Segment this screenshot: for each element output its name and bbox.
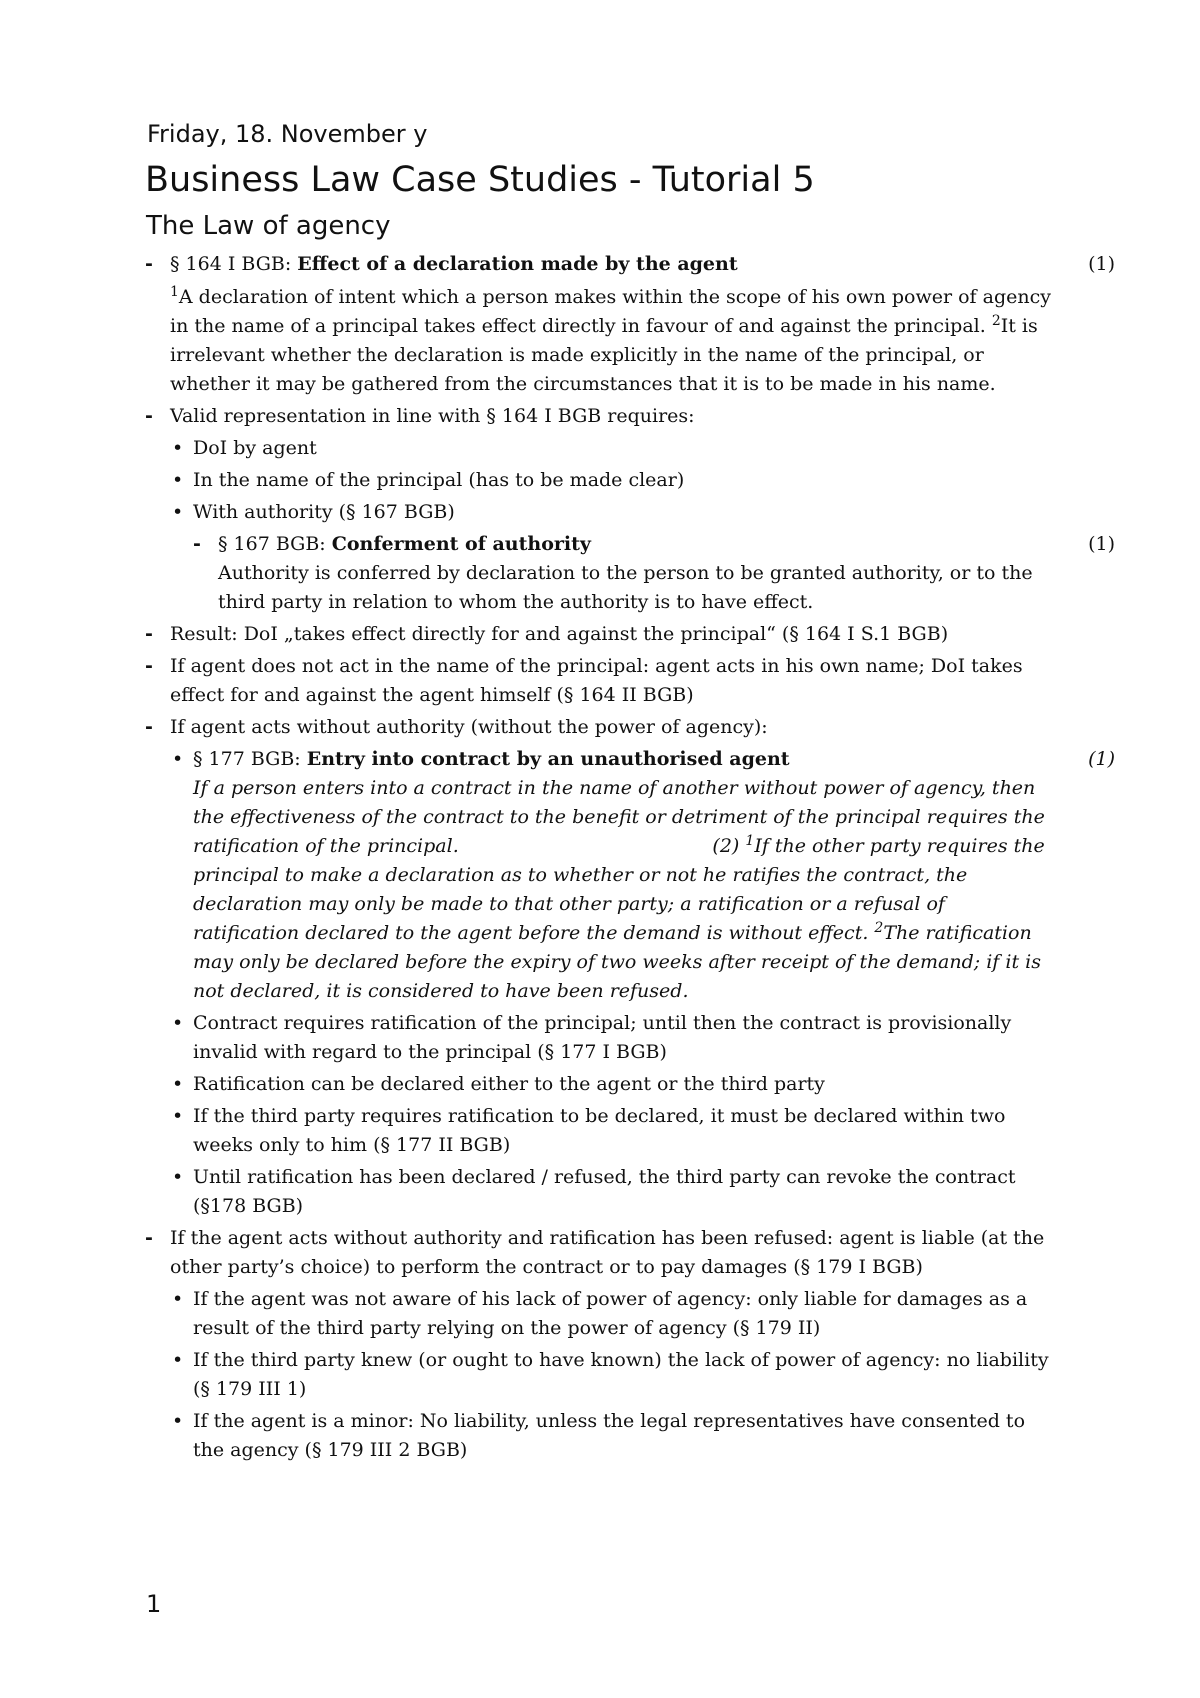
list-item bbox=[0, 1346, 1055, 1404]
sentence-number: 2 bbox=[991, 313, 1001, 329]
list-item-liability bbox=[0, 1224, 1055, 1282]
list-item-text: DoI by agent bbox=[193, 437, 317, 459]
list-item-text: Result: DoI „takes effect directly for and against the principal“ (§ 164 I S.1 BGB) bbox=[170, 623, 949, 645]
list-item-text: Contract requires ratification of the principal; until then the contract is provisionally invalid with regard to the principal (§ 177 I BGB) bbox=[193, 1012, 1012, 1063]
bullet-icon: • bbox=[172, 1012, 184, 1034]
bullet-icon: • bbox=[172, 1105, 184, 1127]
list-item-text: Ratification can be declared either to the agent or the third party bbox=[193, 1073, 825, 1095]
s177-paragraph-number-1: (1) bbox=[1088, 748, 1115, 770]
dash-bullet-icon: - bbox=[145, 405, 153, 427]
list-item-text: If the third party knew (or ought to have known) the lack of power of agency: no liability (§ 179 III 1) bbox=[193, 1349, 1049, 1400]
list-item-text: If the agent was not aware of his lack of power of agency: only liable for damages as a result of the third party relying on the power of agency (§ 179 II) bbox=[193, 1288, 1028, 1339]
list-item-text: If the third party requires ratification to be declared, it must be declared within two weeks only to him (§ 177 II BGB) bbox=[193, 1105, 1006, 1156]
s167-paragraph-number: (1) bbox=[1088, 533, 1115, 555]
list-item-text: In the name of the principal (has to be made clear) bbox=[193, 469, 685, 491]
dash-bullet-icon: - bbox=[145, 623, 153, 645]
document-body bbox=[0, 250, 1200, 1465]
list-item-own-name bbox=[0, 652, 1055, 710]
bullet-icon: • bbox=[172, 437, 184, 459]
document-title: Business Law Case Studies - Tutorial 5 bbox=[145, 160, 815, 200]
list-item-text: If the agent is a minor: No liability, unless the legal representatives have consented to the agency (§ 179 III 2 BGB) bbox=[193, 1410, 1026, 1461]
s177-heading: Entry into contract by an unauthorised agent bbox=[306, 748, 790, 770]
list-item bbox=[0, 1009, 1055, 1067]
s177-ref: § 177 BGB: bbox=[193, 748, 301, 770]
list-item-s167 bbox=[0, 530, 1115, 559]
list-item bbox=[0, 1285, 1055, 1343]
list-item-result bbox=[0, 620, 1055, 649]
bullet-icon: • bbox=[172, 1349, 184, 1371]
bullet-icon: • bbox=[172, 469, 184, 491]
bullet-icon: • bbox=[172, 1410, 184, 1432]
bullet-icon: • bbox=[172, 1166, 184, 1188]
sentence-number: 1 bbox=[745, 833, 755, 849]
dash-bullet-icon: - bbox=[145, 716, 153, 738]
s177-paragraph-2-sentence-1: If the other party requires the principal to make a declaration as to whether or not he ratifies the contract, the declaration may only be made to that other party; a ratification or a refusal of ratification declared to the agent before the demand is without effect. bbox=[193, 835, 1045, 944]
list-item-text: Until ratification has been declared / refused, the third party can revoke the contract (§178 BGB) bbox=[193, 1166, 1016, 1217]
bullet-icon: • bbox=[172, 748, 184, 770]
list-item-without-authority bbox=[0, 713, 1055, 742]
dash-bullet-icon: - bbox=[145, 1227, 153, 1249]
bullet-icon: • bbox=[172, 1288, 184, 1310]
list-item bbox=[0, 498, 1055, 527]
list-item bbox=[0, 1163, 1055, 1221]
dash-bullet-icon: - bbox=[145, 253, 153, 275]
s177-paragraph-number-2: (2) bbox=[712, 835, 740, 857]
s164-statute-text bbox=[0, 283, 1055, 399]
s164-sentence-1: A declaration of intent which a person makes within the scope of his own power of agency in the name of a principal takes effect directly in favour of and against the principal. bbox=[170, 286, 1051, 337]
s164-sentence-2: It is irrelevant whether the declaration is made explicitly in the name of the principal, or whether it may be gathered from the circumstances that it is to be made in his name. bbox=[170, 315, 1038, 395]
bullet-icon: • bbox=[172, 501, 184, 523]
list-item-s177 bbox=[0, 745, 1115, 774]
list-item bbox=[0, 466, 1055, 495]
requirements-intro: Valid representation in line with § 164 I BGB requires: bbox=[170, 405, 695, 427]
s167-ref: § 167 BGB: bbox=[218, 533, 326, 555]
s164-heading: Effect of a declaration made by the agent bbox=[297, 253, 738, 275]
dash-bullet-icon: - bbox=[145, 655, 153, 677]
sentence-number: 2 bbox=[874, 920, 884, 936]
s177-statute-text bbox=[0, 774, 1055, 1006]
sentence-number: 1 bbox=[170, 284, 179, 300]
document-date: Friday, 18. November y bbox=[147, 120, 428, 148]
list-item bbox=[0, 1070, 1055, 1099]
list-item-text: If agent does not act in the name of the principal: agent acts in his own name; DoI takes effect for and against the agent himself (§ 164 II BGB) bbox=[170, 655, 1023, 706]
list-item-text: If agent acts without authority (without the power of agency): bbox=[170, 716, 768, 738]
list-item bbox=[0, 434, 1055, 463]
s177-paragraph-1: If a person enters into a contract in the name of another without power of agency, then the effectiveness of the contract to the benefit or detriment of the principal requires the ratification of the principal. bbox=[193, 777, 1045, 857]
s177-paragraph-2-sentence-2: The ratification may only be declared before the expiry of two weeks after receipt of the demand; if it is not declared, it is considered to have been refused. bbox=[193, 922, 1041, 1002]
dash-bullet-icon: - bbox=[193, 533, 201, 555]
s164-paragraph-number: (1) bbox=[1088, 253, 1115, 275]
list-item-requirements bbox=[0, 402, 1055, 431]
s164-ref: § 164 I BGB: bbox=[170, 253, 292, 275]
list-item-text: If the agent acts without authority and ratification has been refused: agent is liable (at the other party’s choice) to perform the contract or to pay damages (§ 179 I BGB) bbox=[170, 1227, 1045, 1278]
bullet-icon: • bbox=[172, 1073, 184, 1095]
list-item bbox=[0, 1407, 1055, 1465]
list-item bbox=[0, 1102, 1055, 1160]
list-item-s164 bbox=[0, 250, 1115, 279]
section-heading: The Law of agency bbox=[146, 211, 391, 241]
page-number: 1 bbox=[146, 1590, 162, 1618]
s167-statute-text: Authority is conferred by declaration to the person to be granted authority, or to the third party in relation to whom the authority is to have effect. bbox=[218, 562, 1033, 613]
list-item-text: With authority (§ 167 BGB) bbox=[193, 501, 455, 523]
s167-heading: Conferment of authority bbox=[331, 533, 591, 555]
